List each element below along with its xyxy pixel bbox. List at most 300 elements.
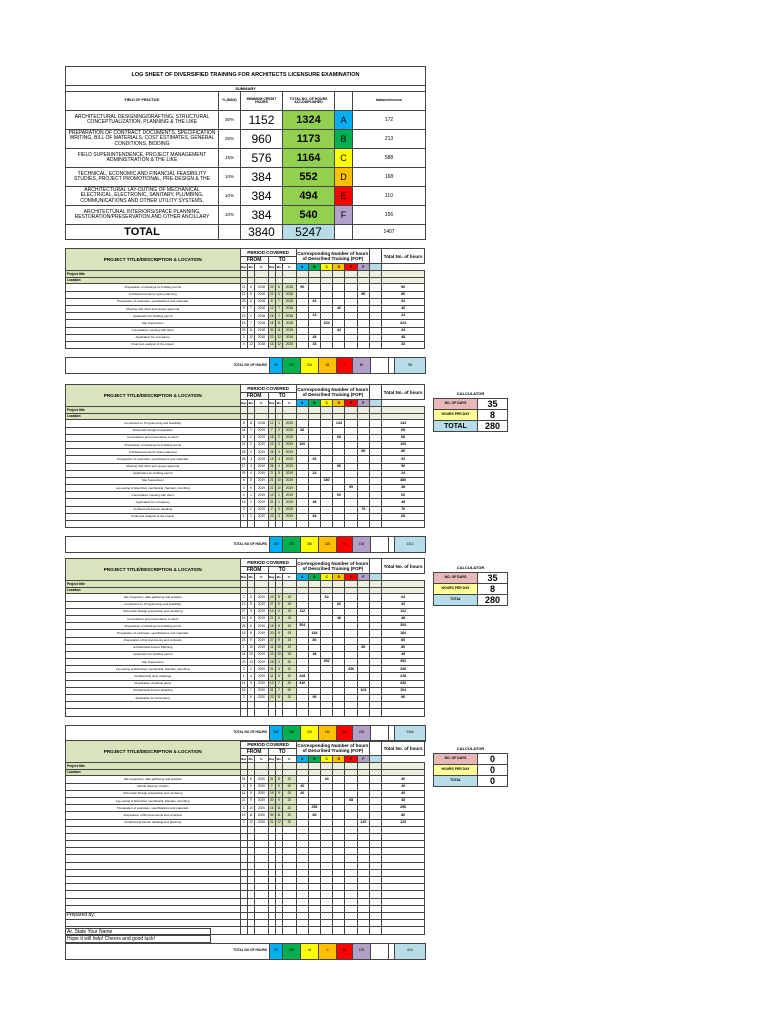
fop-hours-cell: 336 (345, 666, 357, 673)
row-total-hours: 228 (382, 673, 425, 680)
fop-hours-cell (357, 434, 369, 441)
fop-hours-cell (357, 797, 369, 804)
from-date-cell: 19 (240, 812, 247, 819)
fop-hours-cell (357, 680, 369, 687)
fop-hours-cell (345, 463, 357, 470)
from-date-cell: 2019 (255, 427, 268, 434)
fop-total: 68 (337, 943, 353, 959)
fop-hours-cell (345, 341, 357, 348)
date-subheader: Day (269, 264, 275, 269)
fop-hours-cell (296, 594, 308, 601)
category-balance: 172 (353, 111, 426, 130)
from-date-cell: 3 (240, 485, 247, 492)
fop-hours-cell (357, 492, 369, 499)
to-date-cell: 2018 (283, 313, 296, 320)
to-date-cell: 20 (268, 630, 275, 637)
calculator-title: CALCULATOR (456, 746, 485, 751)
days-value: 35 (478, 573, 508, 584)
fop-hours-cell (296, 805, 308, 812)
fop-hours-cell (357, 427, 369, 434)
to-date-cell: 30 (268, 797, 275, 804)
to-date-cell: 16 (268, 313, 275, 320)
fop-hours-cell: 40 (296, 790, 308, 797)
fop-hours-cell (308, 797, 320, 804)
fop-hours-cell (321, 797, 333, 804)
log-row-blank (66, 833, 425, 840)
field-of-practice-label: FIELD OF PRACTICE (66, 92, 219, 111)
fop-hours-cell: 56 (333, 463, 345, 470)
fop-letter-header: C (321, 264, 333, 271)
to-date-cell: 14 (268, 341, 275, 348)
from-date-cell: 2020 (255, 680, 268, 687)
from-date-cell: 4 (247, 470, 254, 477)
fop-hours-cell (357, 651, 369, 658)
fop-hours-cell (308, 666, 320, 673)
fop-hours-cell (321, 427, 333, 434)
date-subheader: Mo. (276, 756, 282, 761)
fop-hours-cell: 380 (321, 477, 333, 484)
fop-hours-cell (333, 427, 345, 434)
to-date-cell: 15 (268, 456, 275, 463)
from-date-cell: 6 (247, 623, 254, 630)
fop-hours-cell (321, 298, 333, 305)
row-total-hours: 112 (382, 608, 425, 615)
fop-hours-cell (296, 334, 308, 341)
fop-header: Corresponding Number of hours of Described Training (FOP) (296, 741, 369, 756)
fop-hours-cell (333, 499, 345, 506)
from-date-cell: 2019 (255, 470, 268, 477)
from-header: FROM (240, 257, 268, 264)
date-subheader: Day (241, 400, 247, 405)
fop-hours-cell (321, 291, 333, 298)
location-label: Location: (66, 587, 241, 594)
fop-hours-cell (308, 449, 320, 456)
fop-hours-cell (296, 305, 308, 312)
activity-description: Lay-outing of Electrical, mechanical, Sanitary, plumbing (66, 797, 241, 804)
fop-letter-header: E (345, 574, 357, 581)
from-date-cell: 25 (240, 623, 247, 630)
fop-hours-cell (345, 615, 357, 622)
activity-description: Application for occupancy (66, 499, 241, 506)
row-total-hours: 48 (382, 334, 425, 341)
to-date-cell: 20 (283, 695, 296, 702)
from-date-cell: 3 (240, 666, 247, 673)
to-date-cell: 7 (275, 687, 282, 694)
from-date-cell: 2018 (255, 305, 268, 312)
log-row (66, 659, 425, 666)
to-date-cell: 31 (268, 776, 275, 783)
to-date-cell: 9 (275, 637, 282, 644)
log-row (66, 776, 425, 783)
grand-total-hours: 1312 (395, 537, 426, 553)
project-title_label: Project title: (66, 763, 241, 770)
fop-hours-cell (321, 680, 333, 687)
fop-hours-cell (345, 776, 357, 783)
from-date-cell: 28 (240, 449, 247, 456)
to-header: TO (268, 257, 296, 264)
fop-hours-cell (333, 341, 345, 348)
log-section-2 (65, 384, 425, 553)
activity-description: Architectural Interior Planning (66, 644, 241, 651)
to-date-cell: 2019 (283, 449, 296, 456)
fop-hours-cell (333, 594, 345, 601)
row-total-hours: 92 (382, 456, 425, 463)
category-name: ARCHITECTURAL INTERIORS/SPACE PLANNING, RESTORATION/PRESERVATION AND OTHER ANCILLARY (66, 206, 219, 225)
log-header-row (66, 385, 425, 393)
from-date-cell: 9 (247, 637, 254, 644)
to-date-cell: 11 (268, 644, 275, 651)
to-date-cell: 12 (275, 819, 282, 826)
category-name: FIELD SUPERINTENDENCE, PROJECT MANAGEMENT ADMINISTRATION & THE LIKE (66, 149, 219, 168)
fop-hours-cell: 304 (296, 623, 308, 630)
to-date-cell: 2018 (283, 284, 296, 291)
activity-description: Lay-outing of Electrical, mechanical, Sanitary, plumbing (66, 485, 241, 492)
to-date-cell: 2018 (283, 305, 296, 312)
from-date-cell: 2018 (255, 313, 268, 320)
days-label: NO. OF DAYS (434, 399, 478, 410)
fop-hours-cell (296, 470, 308, 477)
fop-hours-cell: 184 (308, 630, 320, 637)
fop-letter-header: B (308, 400, 320, 407)
fop-hours-cell: 256 (308, 805, 320, 812)
fop-hours-cell: 228 (296, 673, 308, 680)
from-date-cell: 2020 (255, 790, 268, 797)
from-date-cell: 11 (247, 420, 254, 427)
to-date-cell: 10 (275, 477, 282, 484)
log-row (66, 615, 425, 622)
activity-description: Site Supervision (66, 320, 241, 327)
fop-letter-header: F (357, 264, 369, 271)
fop-hours-cell (321, 499, 333, 506)
category-name: ARCHITECTURAL LAY-OUTING OF MECHANICAL ELECTRICAL, ELECTRONIC, SANITARY, PLUMBING, COMMUNICATIONS AND OTHER UTILITY SYSTEMS, (66, 187, 219, 206)
log-row-blank (66, 841, 425, 848)
log-row-blank (66, 898, 425, 905)
fop-hours-cell (308, 783, 320, 790)
log-row (66, 513, 425, 520)
category-min-hours: 384 (241, 168, 283, 187)
fop-hours-cell (321, 456, 333, 463)
to-date-cell: 2019 (283, 492, 296, 499)
from-date-cell: 2019 (255, 434, 268, 441)
to-date-cell: 19 (283, 615, 296, 622)
to-date-cell: 2019 (283, 463, 296, 470)
log-row (66, 470, 425, 477)
log-row (66, 327, 425, 334)
date-subheader: Mo. (276, 400, 282, 405)
fop-hours-cell (345, 492, 357, 499)
fop-hours-cell: 80 (357, 291, 369, 298)
log-row (66, 485, 425, 492)
activity-description: Schematic Design preparation and rendering (66, 790, 241, 797)
from-date-cell: 15 (240, 687, 247, 694)
fop-total: 408 (283, 725, 301, 741)
activity-description: Preparation of drawings for building permit (66, 441, 241, 448)
from-date-cell: 2019 (255, 594, 268, 601)
fop-hours-cell (308, 776, 320, 783)
fop-hours-cell (321, 327, 333, 334)
from-date-cell: 2 (240, 819, 247, 826)
from-date-cell: 12 (247, 334, 254, 341)
from-date-cell: 5 (247, 608, 254, 615)
from-date-cell: 2 (247, 666, 254, 673)
date-subheader: Mo. (276, 574, 282, 579)
from-date-cell: 16 (240, 320, 247, 327)
fop-hours-cell (308, 320, 320, 327)
fop-hours-cell (357, 783, 369, 790)
fop-hours-cell (308, 506, 320, 513)
from-date-cell: 2019 (255, 637, 268, 644)
calc-total-label: TOTAL (434, 421, 478, 432)
category-pct: 10% (219, 206, 241, 225)
fop-hours-cell (296, 812, 308, 819)
log-header-row (66, 249, 425, 257)
fop-hours-cell (333, 637, 345, 644)
to-date-cell: 2018 (283, 320, 296, 327)
to-date-cell: 6 (268, 298, 275, 305)
to-date-cell: 6 (275, 291, 282, 298)
fop-hours-cell (308, 790, 320, 797)
fop-hours-cell (357, 637, 369, 644)
from-date-cell: 2 (247, 506, 254, 513)
from-date-cell: 25 (240, 298, 247, 305)
to-header: TO (268, 393, 296, 400)
calculator-table (433, 745, 508, 787)
fop-hours-cell (333, 776, 345, 783)
fop-hours-cell (357, 470, 369, 477)
to-date-cell: 19 (268, 790, 275, 797)
category-pct: 25% (219, 130, 241, 149)
fop-hours-cell (321, 687, 333, 694)
fop-hours-cell (308, 687, 320, 694)
to-date-cell: 16 (268, 623, 275, 630)
fop-hours-cell (308, 680, 320, 687)
log-row (66, 305, 425, 312)
calculator-table (433, 390, 508, 432)
fop-hours-cell (296, 637, 308, 644)
fop-hours-cell: 48 (308, 499, 320, 506)
calculator-2 (433, 564, 507, 606)
fop-hours-cell: 40 (296, 783, 308, 790)
from-date-cell: 2019 (255, 623, 268, 630)
from-date-cell: 5 (247, 477, 254, 484)
fop-hours-cell (308, 659, 320, 666)
fop-hours-cell (296, 687, 308, 694)
fop-hours-cell (321, 644, 333, 651)
to-date-cell: 5 (275, 594, 282, 601)
activity-description: Consultation meeting with client (66, 327, 241, 334)
fop-hours-cell (345, 695, 357, 702)
hours-per-day-value: 8 (478, 584, 508, 595)
category-letter: F (335, 206, 353, 225)
log-row (66, 291, 425, 298)
fop-hours-cell (333, 470, 345, 477)
fop-hours-cell (357, 623, 369, 630)
fop-hours-cell (345, 608, 357, 615)
to-date-cell: 5 (275, 470, 282, 477)
fop-hours-cell (296, 695, 308, 702)
to-date-cell: 11 (275, 327, 282, 334)
to-date-cell: 3 (275, 513, 282, 520)
from-date-cell: 7 (247, 320, 254, 327)
fop-hours-cell (345, 434, 357, 441)
log-table (65, 558, 425, 717)
fop-hours-cell: 112 (296, 608, 308, 615)
project-title_label: Project title: (66, 581, 241, 588)
from-date-cell: 2019 (255, 615, 268, 622)
fop-hours-cell (296, 651, 308, 658)
fop-total: 80 (353, 358, 371, 374)
from-date-cell: 21 (240, 441, 247, 448)
fop-hours-cell (357, 601, 369, 608)
to-date-cell: 2018 (283, 298, 296, 305)
from-date-cell: 5 (247, 594, 254, 601)
row-total-hours: 44 (382, 327, 425, 334)
fop-hours-cell (333, 651, 345, 658)
from-date-cell: 2018 (255, 327, 268, 334)
hours-per-day-label: HOURS PER DAY (434, 584, 478, 595)
fop-hours-cell (345, 630, 357, 637)
to-date-cell: 2018 (283, 327, 296, 334)
log-row (66, 313, 425, 320)
fop-hours-cell (296, 320, 308, 327)
date-subheader: Yr. (255, 574, 268, 581)
log-row (66, 687, 425, 694)
row-total-hours: 64 (382, 594, 425, 601)
to-date-cell: 8 (275, 776, 282, 783)
activity-description: Preparation of estimates, specifications and materials (66, 630, 241, 637)
log-row (66, 441, 425, 448)
to-date-cell: 15 (268, 320, 275, 327)
row-total-hours: 336 (382, 680, 425, 687)
from-date-cell: 21 (240, 797, 247, 804)
fop-hours-cell (357, 608, 369, 615)
hours-per-day-value: 0 (478, 765, 508, 776)
fop-hours-cell (345, 513, 357, 520)
activity-description: Schematic Design preparation and rendering (66, 608, 241, 615)
category-letter: D (335, 168, 353, 187)
category-min-hours: 384 (241, 187, 283, 206)
activity-description: Consultation meeting with client (66, 492, 241, 499)
row-total-hours: 80 (382, 812, 425, 819)
fop-hours-cell: 76 (357, 506, 369, 513)
log-totals (65, 357, 426, 374)
total-hours-label: TOTAL NO OF HOURS (66, 537, 270, 553)
from-date-cell: 10 (247, 659, 254, 666)
from-date-cell: 2019 (255, 506, 268, 513)
fop-hours-cell (296, 513, 308, 520)
activity-description: Architectural Interior Detailing (66, 687, 241, 694)
from-date-cell: 1 (247, 499, 254, 506)
fop-hours-cell (321, 513, 333, 520)
fop-hours-cell (345, 305, 357, 312)
fop-hours-cell (321, 341, 333, 348)
date-subheader: Day (269, 756, 275, 761)
period-header: PERIOD COVERED (240, 741, 296, 749)
log-row-blank (66, 848, 425, 855)
category-balance: 168 (353, 168, 426, 187)
from-date-cell: 2018 (255, 291, 268, 298)
fop-hours-cell (333, 695, 345, 702)
fop-hours-cell (308, 477, 320, 484)
log-table (65, 740, 425, 935)
fop-hours-cell (345, 594, 357, 601)
from-date-cell: 14 (240, 651, 247, 658)
fop-hours-cell: 80 (308, 812, 320, 819)
row-total-hours: 76 (382, 506, 425, 513)
fop-hours-cell (321, 485, 333, 492)
from-date-cell: 12 (247, 819, 254, 826)
fop-hours-cell: 352 (321, 659, 333, 666)
from-date-cell: 8 (247, 776, 254, 783)
calculator-table (433, 564, 508, 606)
from-date-cell: 9 (247, 485, 254, 492)
to-date-cell: 25 (268, 449, 275, 456)
fop-hours-cell (333, 284, 345, 291)
activity-description: Architectural Interior space planning (66, 449, 241, 456)
total-hours-label: TOTAL NO OF HOURS (66, 725, 270, 741)
fop-hours-cell (321, 601, 333, 608)
fop-hours-cell (308, 819, 320, 826)
to-date-cell: 4 (275, 456, 282, 463)
log-row (66, 644, 425, 651)
log-section-3 (65, 558, 425, 742)
activity-description: Asbuilt drawing of plans (66, 783, 241, 790)
activity-description: Final cost analysis of the project (66, 341, 241, 348)
project-title_label: Project title: (66, 407, 241, 414)
project-header: PROJECT TITLE/DESCRIPTION & LOCATION (66, 741, 241, 763)
from-date-cell: 2019 (255, 513, 268, 520)
from-date-cell: 7 (247, 305, 254, 312)
activity-description: Consultation and presentation to client (66, 615, 241, 622)
to-date-cell: 20 (283, 783, 296, 790)
to-date-cell: 1 (275, 420, 282, 427)
fop-hours-cell (296, 477, 308, 484)
to-date-cell: 23 (268, 695, 275, 702)
fop-hours-cell (333, 334, 345, 341)
from-date-cell: 2020 (255, 783, 268, 790)
from-date-cell: 2020 (255, 776, 268, 783)
date-subheader: Yr. (255, 400, 268, 407)
fop-letter-header: A (296, 574, 308, 581)
category-min-hours: 1152 (241, 111, 283, 130)
log-row (66, 673, 425, 680)
fop-hours-cell (321, 506, 333, 513)
from-date-cell: 6 (240, 477, 247, 484)
summary-total-min: 3840 (241, 225, 283, 240)
to-date-cell: 14 (268, 608, 275, 615)
to-header: TO (268, 749, 296, 756)
fop-hours-cell (308, 305, 320, 312)
from-date-cell: 2 (240, 783, 247, 790)
activity-description: Meeting with client and project approval (66, 305, 241, 312)
from-date-cell: 6 (247, 291, 254, 298)
fop-hours-cell (333, 449, 345, 456)
from-date-cell: 3 (240, 805, 247, 812)
to-date-cell: 9 (275, 783, 282, 790)
fop-hours-cell (321, 790, 333, 797)
to-date-cell: 20 (283, 680, 296, 687)
category-total-hours: 494 (283, 187, 335, 206)
fop-hours-cell (345, 819, 357, 826)
from-date-cell: 1 (247, 513, 254, 520)
total-hours-header: Total No. of hours (382, 741, 425, 756)
to-date-cell: 19 (283, 630, 296, 637)
fop-header: Corresponding Number of hours of Described Training (FOP) (296, 559, 369, 574)
fop-hours-cell (333, 477, 345, 484)
fop-hours-cell (345, 427, 357, 434)
to-date-cell: 5 (275, 601, 282, 608)
from-date-cell: 2019 (255, 485, 268, 492)
